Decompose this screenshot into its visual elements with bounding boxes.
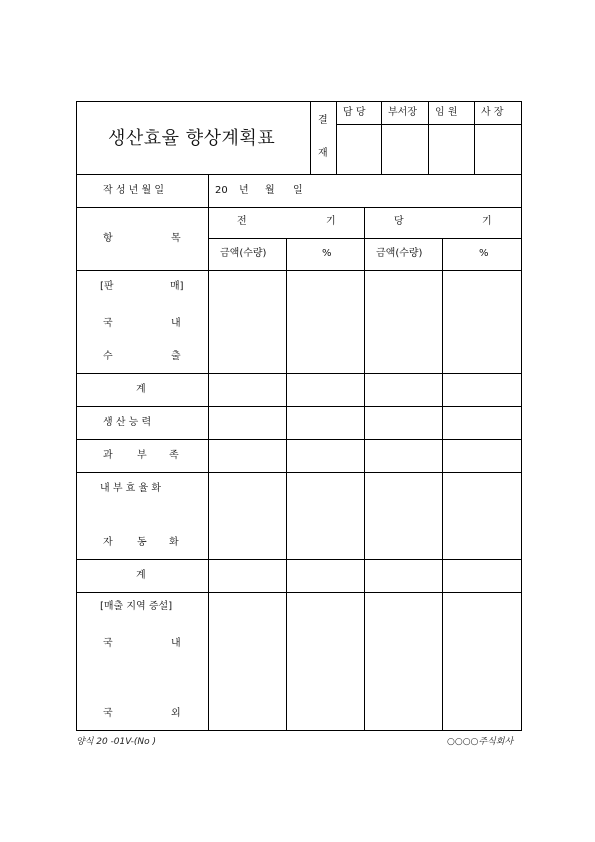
approval-side-label-bottom: 재 xyxy=(318,148,328,159)
date-year-prefix: 20 xyxy=(215,185,228,196)
row-domestic-left: 국 xyxy=(103,318,113,329)
date-unit-month: 월 xyxy=(265,185,275,196)
date-row-bottom-line xyxy=(76,207,522,208)
header-amount: 금액(수량) xyxy=(220,248,267,259)
approval-col-president: 사 장 xyxy=(481,107,504,118)
row-automation-right: 화 xyxy=(169,537,179,548)
curr-col-divider-line xyxy=(442,238,443,731)
label-column-line xyxy=(208,174,209,731)
date-row-top-line xyxy=(76,174,522,175)
approval-divider xyxy=(310,101,311,174)
row-line-region-top xyxy=(76,592,522,593)
row-region-expansion: [매출 지역 증설] xyxy=(100,601,173,612)
header-prev-right: 기 xyxy=(326,216,336,227)
header-bottom-line xyxy=(76,270,522,271)
header-prev-left: 전 xyxy=(237,216,247,227)
row-domestic2-right: 내 xyxy=(171,638,181,649)
row-domestic-right: 내 xyxy=(171,318,181,329)
row-automation-mid: 동 xyxy=(137,537,147,548)
approval-label-divider xyxy=(336,101,337,174)
row-subtotal-1: 계 xyxy=(136,384,146,395)
row-line-subtotal2-top xyxy=(76,559,522,560)
date-label: 작 성 년 월 일 xyxy=(103,185,165,196)
date-unit-day: 일 xyxy=(293,185,303,196)
header-amount-2: 금액(수량) xyxy=(376,248,423,259)
approval-col-line-2 xyxy=(428,101,429,174)
row-domestic2-left: 국 xyxy=(103,638,113,649)
header-mid-line xyxy=(208,238,522,239)
approval-col-manager: 담 당 xyxy=(343,107,366,118)
row-line-shortage-top xyxy=(76,439,522,440)
row-foreign-left: 국 xyxy=(103,708,113,719)
row-shortage-right: 족 xyxy=(169,450,179,461)
header-item-left: 항 xyxy=(103,233,113,244)
row-foreign-right: 외 xyxy=(171,708,181,719)
prev-col-divider-line xyxy=(286,238,287,731)
row-line-internal-top xyxy=(76,472,522,473)
header-curr-right: 기 xyxy=(482,216,492,227)
row-subtotal-2: 계 xyxy=(136,570,146,581)
header-item-right: 목 xyxy=(171,233,181,244)
header-percent-2: % xyxy=(479,248,489,259)
approval-col-executive: 임 원 xyxy=(435,107,458,118)
approval-header-line xyxy=(336,124,522,125)
footer-company-name: ○○○○주식회사 xyxy=(447,737,514,747)
row-line-subtotal1-top xyxy=(76,373,522,374)
row-shortage-mid: 부 xyxy=(137,450,147,461)
row-line-capacity-top xyxy=(76,406,522,407)
row-internal-efficiency: 내 부 효 율 화 xyxy=(100,483,162,494)
approval-side-label-top: 결 xyxy=(318,115,328,126)
approval-col-dept-head: 부서장 xyxy=(388,107,417,118)
row-sales-right: 매] xyxy=(170,281,184,292)
row-export-right: 출 xyxy=(171,351,181,362)
footer-form-number: 양식 20 -01V-(No ) xyxy=(76,737,157,747)
row-capacity: 생 산 능 력 xyxy=(103,417,152,428)
header-percent: % xyxy=(322,248,332,259)
page-title: 생산효율 향상계획표 xyxy=(108,128,276,149)
row-automation-left: 자 xyxy=(103,537,113,548)
approval-col-line-3 xyxy=(474,101,475,174)
date-unit-year: 년 xyxy=(239,185,249,196)
header-curr-left: 당 xyxy=(394,216,404,227)
period-divider-line xyxy=(364,207,365,731)
approval-col-line-1 xyxy=(381,101,382,174)
row-shortage-left: 과 xyxy=(103,450,113,461)
row-export-left: 수 xyxy=(103,351,113,362)
row-sales-left: [판 xyxy=(100,281,114,292)
